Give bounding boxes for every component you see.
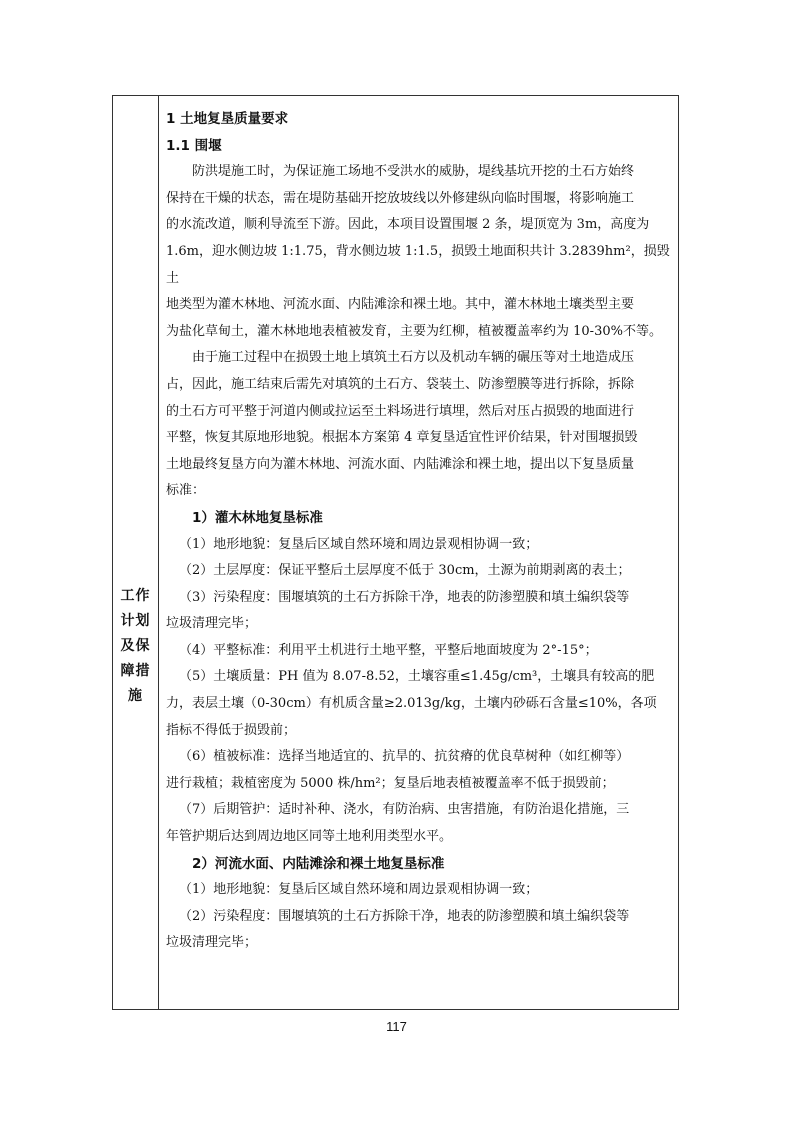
row-label-line: 障措 — [120, 663, 151, 679]
paragraph — [166, 345, 678, 505]
text-line: （1）地形地貌：复垦后区域自然环境和周边景观相协调一致； — [179, 882, 539, 898]
list-item — [166, 558, 678, 585]
text-line: 1.6m，迎水侧边坡 1:1.75，背水侧边坡 1:1.5，损毁土地面积共计 3.2839hm²，损毁土 — [166, 243, 670, 286]
list-item — [166, 532, 678, 559]
list-item — [166, 904, 678, 957]
text-line: 平整，恢复其原地形地貌。根据本方案第 4 章复垦适宜性评价结果，针对围堰损毁 — [166, 430, 638, 446]
paragraph — [166, 159, 678, 345]
text-line: 为盐化草甸土，灌木林地地表植被发育，主要为红柳，植被覆盖率约为 10-30%不等。 — [166, 323, 662, 339]
list-item — [166, 664, 678, 744]
text-line: （7）后期管护：适时补种、浇水，有防治病、虫害措施，有防治退化措施，三 — [179, 802, 630, 818]
content-table — [112, 95, 679, 1010]
text-line: （2）土层厚度：保证平整后土层厚度不低于 30cm，土源为前期剥离的表土； — [179, 563, 631, 579]
text-line: 标准： — [166, 483, 206, 499]
subsection-heading: 2）河流水面、内陆滩涂和裸土地复垦标准 — [192, 855, 445, 872]
list-item — [166, 877, 678, 904]
row-label-line: 施 — [128, 688, 143, 704]
text-line: （4）平整标准：利用平土机进行土地平整，平整后地面坡度为 2°-15°； — [179, 642, 598, 658]
section-heading: 1.1 围堰 — [166, 137, 222, 154]
text-line: 指标不得低于损毁前； — [166, 722, 297, 738]
text-line: （6）植被标准：选择当地适宜的、抗旱的、抗贫瘠的优良草树种（如红柳等） — [179, 749, 630, 765]
text-line: 保持在干燥的状态，需在堤防基础开挖放坡线以外修建纵向临时围堰，将影响施工 — [166, 190, 635, 206]
subsection-heading: 1）灌木林地复垦标准 — [192, 509, 323, 526]
list-item — [166, 585, 678, 638]
text-line: 的土石方可平整于河道内侧或拉运至土料场进行填埋，然后对压占损毁的地面进行 — [166, 403, 635, 419]
list-item — [166, 638, 678, 665]
row-label — [113, 584, 158, 709]
text-line: 的水流改道，顺利导流至下游。因此，本项目设置围堰 2 条，堤顶宽为 3m，高度为 — [166, 217, 650, 233]
list-item — [166, 797, 678, 850]
text-line: 防洪堤施工时，为保证施工场地不受洪水的威胁，堤线基坑开挖的土石方始终 — [192, 164, 635, 180]
page-number: 117 — [386, 1019, 407, 1034]
text-line: 占，因此，施工结束后需先对填筑的土石方、袋装土、防渗塑膜等进行拆除，拆除 — [166, 376, 635, 392]
text-line: 进行栽植；栽植密度为 5000 株/hm²；复垦后地表植被覆盖率不低于损毁前； — [166, 775, 615, 791]
row-label-line: 工作 — [120, 588, 151, 604]
text-line: 垃圾清理完毕； — [166, 616, 258, 632]
text-line: 土地最终复垦方向为灌木林地、河流水面、内陆滩涂和裸土地，提出以下复垦质量 — [166, 456, 635, 472]
row-label-line: 计划 — [120, 613, 151, 629]
text-line: 垃圾清理完毕； — [166, 935, 258, 951]
text-line: （5）土壤质量：PH 值为 8.07-8.52，土壤容重≤1.45g/cm³，土壤具有较高的肥 — [179, 669, 655, 685]
text-line: 力，表层土壤（0-30cm）有机质含量≥2.013g/kg，土壤内砂砾石含量≤10%，各项 — [166, 696, 657, 712]
text-line: 由于施工过程中在损毁土地上填筑土石方以及机动车辆的碾压等对土地造成压 — [192, 350, 635, 366]
section-heading: 1 土地复垦质量要求 — [166, 111, 289, 127]
text-line: （3）污染程度：围堰填筑的土石方拆除干净，地表的防渗塑膜和填土编织袋等 — [179, 589, 630, 605]
text-line: 地类型为灌木林地、河流水面、内陆滩涂和裸土地。其中，灌木林地土壤类型主要 — [166, 297, 635, 313]
content-cell — [166, 106, 678, 957]
text-line: （1）地形地貌：复垦后区域自然环境和周边景观相协调一致； — [179, 536, 539, 552]
text-line: 年管护期后达到周边地区同等土地利用类型水平。 — [166, 829, 453, 845]
list-item — [166, 744, 678, 797]
row-label-line: 及保 — [120, 638, 151, 654]
text-line: （2）污染程度：围堰填筑的土石方拆除干净，地表的防渗塑膜和填土编织袋等 — [179, 908, 630, 924]
column-divider — [158, 96, 159, 1009]
